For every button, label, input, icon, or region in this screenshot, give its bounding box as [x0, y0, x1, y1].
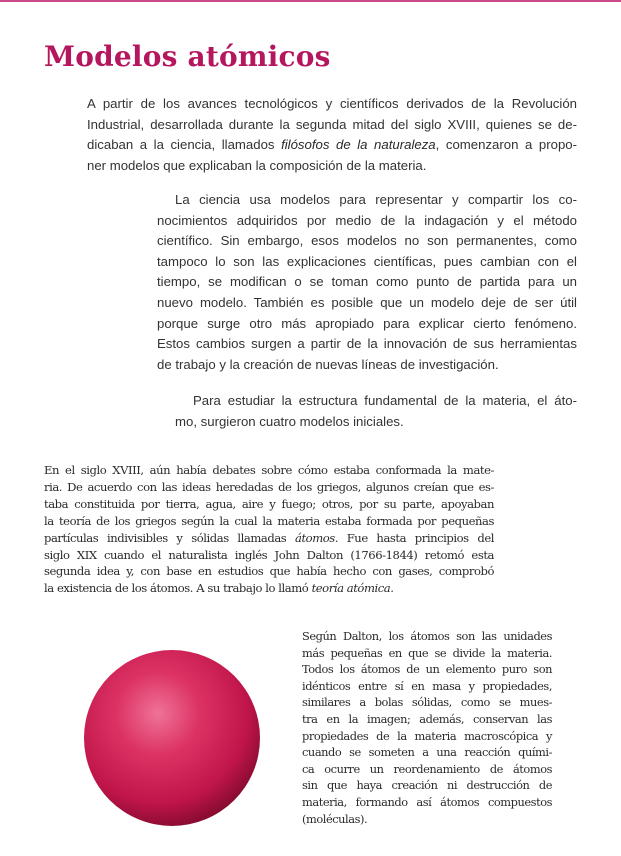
text-line: propiedades de la materia macroscópica y	[302, 728, 552, 743]
text-line: similares a bolas sólidas, como se mues-	[302, 695, 552, 710]
page-title: Modelos atómicos	[44, 40, 331, 73]
line-text: .	[390, 581, 394, 596]
text-line: tiempo, se modifican o se toman como punto de partida para un	[157, 274, 577, 290]
emphasized-term: átomos	[295, 530, 335, 545]
emphasized-term: filósofos de la naturaleza	[281, 137, 436, 153]
text-line: nuevo modelo. También es posible que un modelo deje de ser útil	[157, 294, 577, 310]
line-text: partículas indivisibles y sólidas llamadas	[44, 530, 295, 545]
line-text: , comenzaron a propo-	[435, 137, 578, 153]
text-line: tra en la imagen; además, conservan las	[302, 711, 552, 726]
text-line: La ciencia usa modelos para representar y compartir los co-	[175, 192, 577, 207]
text-line	[44, 580, 494, 597]
text-line: taba constituida por tierra, agua, aire y fuego; otros, por su parte, apoyaban	[44, 496, 494, 511]
top-rule	[0, 0, 621, 2]
text-line: materia, formando así átomos compuestos	[302, 794, 552, 809]
text-line: idénticos entre sí en masa y propiedades,	[302, 678, 552, 693]
emphasized-term: teoría atómica	[311, 581, 391, 596]
text-line	[87, 135, 577, 156]
text-line: ca ocurre un reordenamiento de átomos	[302, 761, 552, 776]
text-line: ner modelos que explicaban la composición de la materia.	[87, 157, 427, 173]
line-text: la existencia de los átomos. A su trabajo lo llamó	[44, 581, 312, 596]
intro-paragraph	[87, 94, 577, 176]
sphere-body	[84, 650, 260, 826]
text-line: Estos cambios surgen a partir de la innovación de sus herramientas	[157, 336, 577, 352]
text-line	[44, 530, 494, 547]
text-line: ria. De acuerdo con las ideas heredadas de los griegos, algunos creían que es-	[44, 479, 494, 494]
science-models-paragraph	[157, 190, 577, 375]
history-paragraph	[44, 462, 494, 597]
text-line: cuando se someten a una reacción quími-	[302, 745, 552, 760]
models-intro-paragraph	[175, 391, 577, 432]
text-line: tampoco lo son las explicaciones científicas, pues cambian con el	[157, 253, 577, 269]
dalton-paragraph	[302, 628, 552, 827]
text-line: científico. Sin embargo, esos modelos no son permanentes, como	[157, 233, 577, 249]
text-line: (moléculas).	[302, 811, 368, 826]
text-line: siglo XIX cuando el naturalista inglés John Dalton (1766-1844) retomó esta	[44, 547, 494, 562]
dalton-atom-sphere	[82, 648, 262, 828]
text-line: nocimientos adquiridos por medio de la indagación y el método	[157, 212, 577, 228]
line-text: . Fue hasta principios del	[334, 530, 494, 545]
text-line: Para estudiar la estructura fundamental de la materia, el áto-	[193, 393, 577, 408]
text-line: Todos los átomos de un elemento puro son	[302, 662, 552, 677]
text-line: En el siglo XVIII, aún había debates sobre cómo estaba conformada la mate-	[44, 463, 494, 477]
line-text: dicaban a la ciencia, llamados	[87, 137, 282, 153]
text-line: segunda idea y, con base en estudios que había hecho con gases, comprobó	[44, 564, 494, 579]
text-line: A partir de los avances tecnológicos y científicos derivados de la Revolución	[87, 96, 577, 111]
text-line: de trabajo y la creación de nuevas líneas de investigación.	[157, 356, 499, 372]
text-line: mo, surgieron cuatro modelos iniciales.	[175, 413, 404, 429]
text-line: porque surge otro más apropiado para explicar cierto fenómeno.	[157, 315, 577, 331]
sphere-graphic	[82, 648, 262, 828]
text-line: la teoría de los griegos según la cual la materia estaba formada por pequeñas	[44, 513, 494, 528]
text-line: Según Dalton, los átomos son las unidades	[302, 629, 552, 643]
text-line: Industrial, desarrollada durante la segunda mitad del siglo XVIII, quienes se de-	[87, 116, 577, 132]
text-line: sin que haya creación ni destrucción de	[302, 778, 552, 793]
text-line: más pequeñas en que se divide la materia.	[302, 645, 552, 660]
